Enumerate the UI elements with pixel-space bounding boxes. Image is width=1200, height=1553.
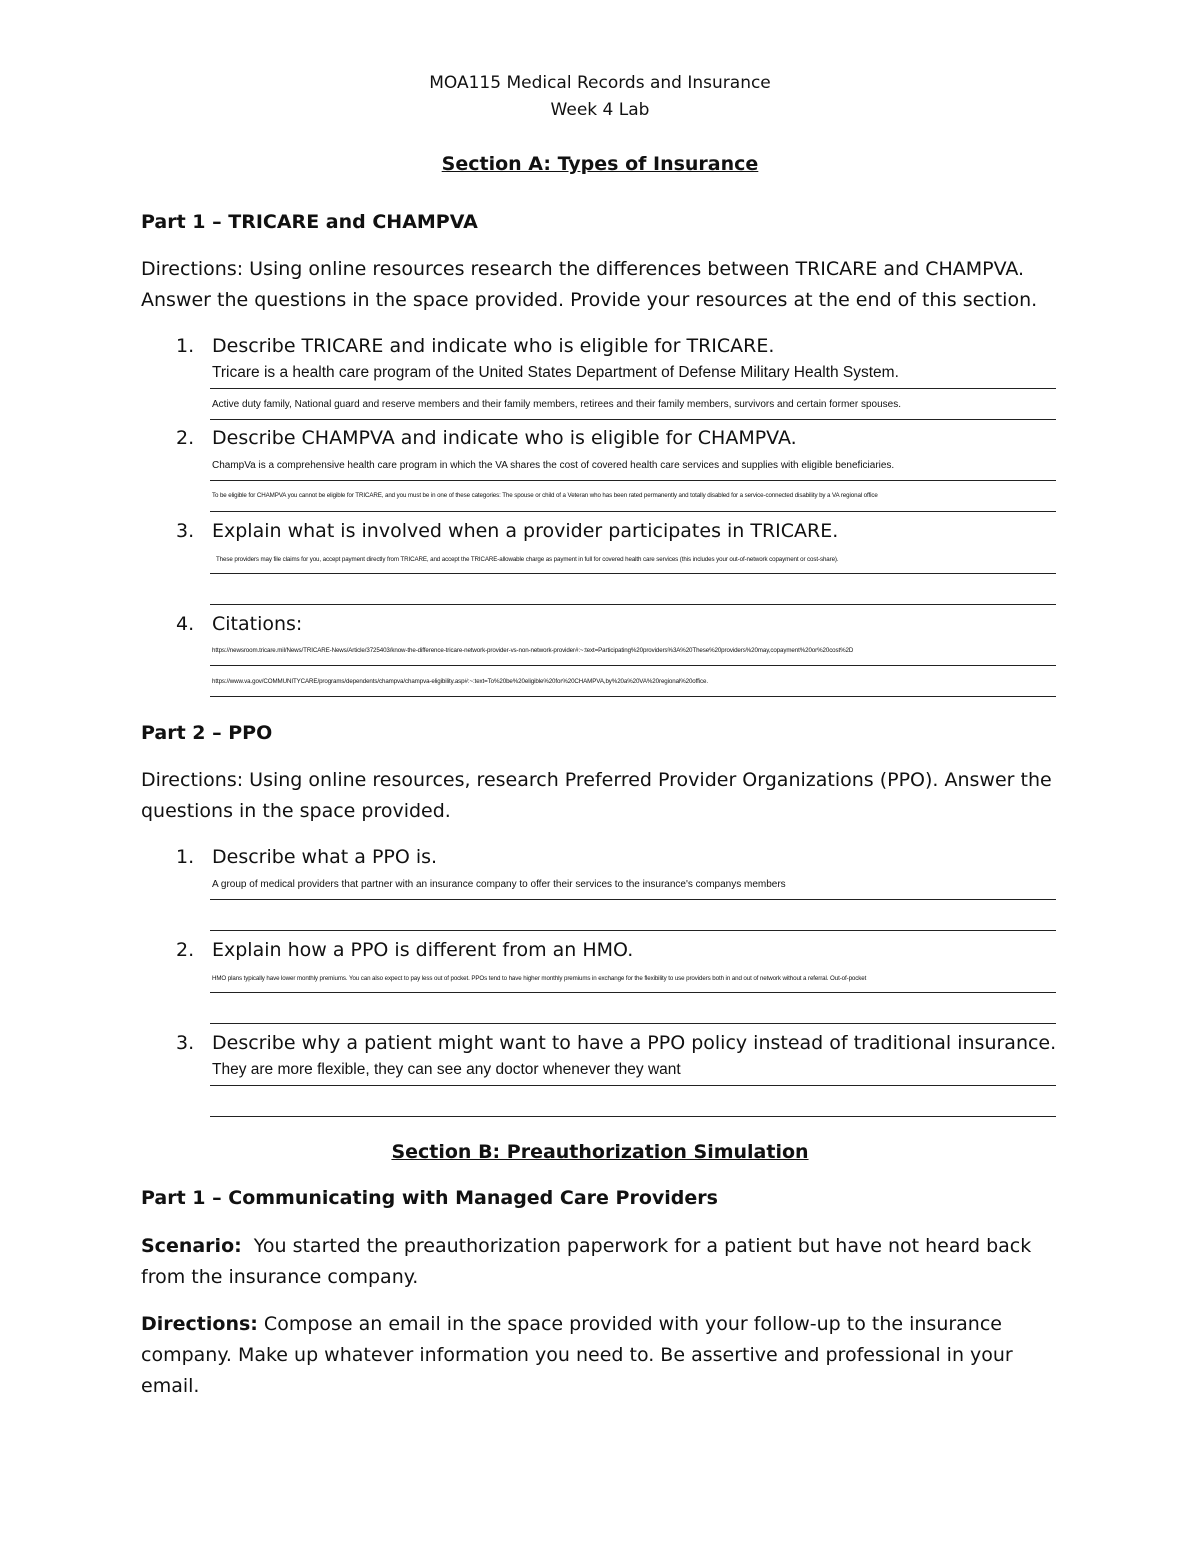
scenario-text: You started the preauthorization paperwork for a patient but have not heard back from the insurance company. <box>141 1235 1038 1288</box>
answer-rule <box>210 419 1056 420</box>
section-a-title: Section A: Types of Insurance <box>441 153 759 175</box>
answer-line: Tricare is a health care program of the United States Department of Defense Military Health System. <box>212 364 899 381</box>
question-number: 1. <box>176 846 195 868</box>
citation-link[interactable]: https://newsroom.tricare.mil/News/TRICARE-News/Article/3725403/know-the-difference-tricare-network-provider-vs-non-network-provider#:~:text=Participating%20providers%3A%20These%20providers%20may,copayment%20or%20cost%2D <box>212 647 854 654</box>
question-number: 3. <box>176 1032 195 1054</box>
citation-link[interactable]: https://www.va.gov/COMMUNITYCARE/programs/dependents/champva/champva-eligibility.asp#:~:text=To%20be%20eligible%20for%20CHAMPVA,by%20a%20VA%20regional%20office. <box>212 678 708 685</box>
answer-rule <box>210 696 1056 697</box>
question-text: Describe CHAMPVA and indicate who is eligible for CHAMPVA. <box>212 427 797 449</box>
question-number: 2. <box>176 427 195 449</box>
answer-rule <box>210 388 1056 389</box>
answer-rule <box>210 511 1056 512</box>
directions-label: Directions: <box>141 1313 258 1335</box>
ppo-question-1 <box>176 846 437 868</box>
answer-rule <box>210 480 1056 481</box>
answer-line: These providers may file claims for you, accept payment directly from TRICARE, and accept the TRICARE-allowable charge as payment in full for covered health care services (this includes your out-of-network copayment or cost-share). <box>216 556 839 563</box>
question-number: 2. <box>176 939 195 961</box>
part1-directions: Directions: Using online resources research the differences between TRICARE and CHAMPVA. Answer the questions in the space provided. Provide your resources at the end of this section. <box>141 258 1038 311</box>
question-4 <box>176 613 302 635</box>
part2-title: Part 2 – PPO <box>141 722 273 744</box>
answer-rule <box>210 573 1056 574</box>
ppo-question-2 <box>176 939 633 961</box>
week-title: Week 4 Lab <box>550 100 650 120</box>
question-text: Explain what is involved when a provider participates in TRICARE. <box>212 520 839 542</box>
answer-rule <box>210 930 1056 931</box>
answer-rule <box>210 1085 1056 1086</box>
answer-line: Active duty family, National guard and reserve members and their family members, retirees and their family members, survivors and certain former spouses. <box>212 399 901 410</box>
answer-rule <box>210 604 1056 605</box>
question-1 <box>176 335 774 357</box>
directions-text: Compose an email in the space provided with your follow-up to the insurance company. Make up whatever information you need to. Be assertive and professional in your email. <box>141 1313 1019 1397</box>
answer-line: HMO plans typically have lower monthly premiums. You can also expect to pay less out of pocket. PPOs tend to have higher monthly premiums in exchange for the flexibility to use providers both in and out of network without a referral. Out-of-pocket <box>212 975 867 982</box>
part1-title: Part 1 – TRICARE and CHAMPVA <box>141 211 478 233</box>
answer-rule <box>210 1023 1056 1024</box>
question-text: Explain how a PPO is different from an HMO. <box>212 939 634 961</box>
answer-line: A group of medical providers that partner with an insurance company to offer their services to the insurance's companys members <box>212 879 786 890</box>
section-b-title: Section B: Preauthorization Simulation <box>391 1141 809 1163</box>
scenario-paragraph <box>141 1231 1061 1293</box>
question-number: 3. <box>176 520 195 542</box>
question-number: 4. <box>176 613 195 635</box>
email-directions-paragraph <box>141 1309 1061 1402</box>
question-text: Describe why a patient might want to have a PPO policy instead of traditional insurance. <box>212 1032 1057 1054</box>
question-2 <box>176 427 797 449</box>
question-text: Citations: <box>212 613 303 635</box>
question-number: 1. <box>176 335 195 357</box>
answer-line: They are more flexible, they can see any doctor whenever they want <box>212 1061 681 1078</box>
answer-rule <box>210 665 1056 666</box>
course-title: MOA115 Medical Records and Insurance <box>429 73 771 93</box>
answer-line: To be eligible for CHAMPVA you cannot be eligible for TRICARE, and you must be in one of these categories: The spouse or child of a Veteran who has been rated permanently and totally disabled for a service-connected disability by a VA regional office <box>212 492 878 499</box>
ppo-question-3 <box>176 1032 1056 1054</box>
answer-rule <box>210 992 1056 993</box>
answer-rule <box>210 899 1056 900</box>
part2-directions: Directions: Using online resources, research Preferred Provider Organizations (PPO). Answer the questions in the space provided. <box>141 769 1052 822</box>
answer-rule <box>210 1116 1056 1117</box>
section-b-part1-title: Part 1 – Communicating with Managed Care Providers <box>141 1187 718 1209</box>
question-text: Describe what a PPO is. <box>212 846 438 868</box>
question-text: Describe TRICARE and indicate who is eligible for TRICARE. <box>212 335 775 357</box>
question-3 <box>176 520 838 542</box>
answer-line: ChampVa is a comprehensive health care program in which the VA shares the cost of covered health care services and supplies with eligible beneficiaries. <box>212 460 895 471</box>
scenario-label: Scenario: <box>141 1235 242 1257</box>
